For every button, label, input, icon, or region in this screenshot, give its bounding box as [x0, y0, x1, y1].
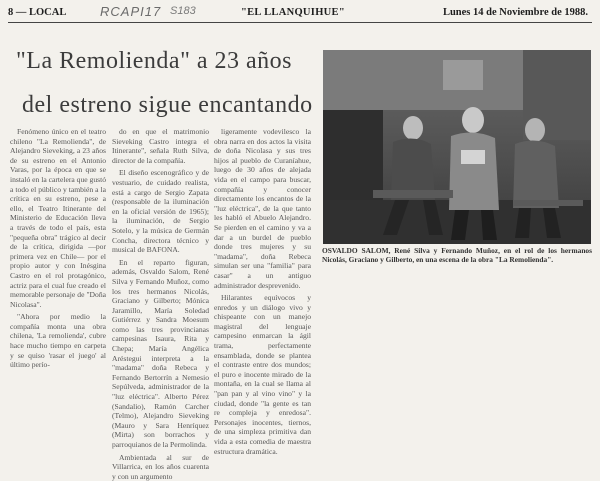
paragraph: Ambientada al sur de Villarrica, en los años cuarenta y con un argumento [112, 452, 209, 481]
paragraph: "Ahora por medio la compañía monta una obra chilena, 'La remolienda', cubre hace mucho tiempo en carpeta y se quiso 'rasar el juego' al último perío- [10, 312, 106, 370]
article-column-1 [10, 127, 106, 417]
article-column-3 [214, 127, 311, 456]
article-column-2 [112, 127, 209, 481]
paragraph: En el reparto figuran, además, Osvaldo Salom, René Silva y Fernando Muñoz, como los tres hermanos Nicolás, Graciano y Gilberto; Mónica Jaramillo, María Soledad Gutiérrez y Sandra Moesum como las tres provincianas campesinas Isaura, Rita y Chepa; María Angélica Aréstegui interpreta a la "madama" doña Rebeca y Fernando Bertorrín a Nemesio Sepúlveda, administrador de la "luz eléctrica". Alberto Pérez (Sandalio), Ramón Carcher (Telmo), Alejandro Sieveking (Mauro y Sara Henríquez (Mirta) son borrachos y parroquianos de la Permolinda. [112, 257, 209, 449]
bleed-through-text [322, 268, 592, 418]
photo-illustration [323, 50, 591, 244]
photo-caption: OSVALDO SALOM, René Silva y Fernando Muñoz, en el rol de los hermanos Nicolás, Graciano y Gilberto, en una escena de la obra "La Remolienda". [322, 246, 592, 265]
archive-stamp-code: RCAPI17 [100, 4, 162, 19]
paragraph: ligeramente vodevilesco la obra narra en dos actos la visita de doña Nicolasa y sus tres hijos al pueblo de Curaníahue, luego de 30 años de alejada vida en el campo para buscar, compañía y conocer directamente los encantos de la "luz eléctrica", de la que tanto les habló el Abuelo Alejandro. Se pierden en el camino y va a dar a un burdel de pueblo donde tres mujeres y su "madama", doña Rebeca simulan ser una "familia" para casar" a un antiguo administrador desprevenido. [214, 127, 311, 290]
paragraph: Fenómeno único en el teatro chileno "La Remolienda", de Alejandro Sieveking, a 23 años de su estreno en el Antonio Varas, por la época en que se instaló en la cartelera que gustó a todo el público y también a la crítica en su estreno, pese a ello, el Teatro Itinerante del Ministerio de Educación lleva a través de todo el país, esta "pequeña obra" trágico al decir de la crítica, dirigida —por primera vez en Chile— por el propio autor y con Inésgina Castro en el rol protagónico, actriz para el cual fue creado el memorable personaje de "Doña Nicolasa". [10, 127, 106, 309]
headline-line-2: del estreno sigue encantando [22, 92, 313, 118]
paragraph: El diseño escenográfico y de vestuario, de cuidado realista, está a cargo de Sergio Zapata (responsable de la iluminación en la oficial versión de 1965); la iluminación, de Sergio Sotelo, y la música de Germán Concha, directora técnico y musical de BAFONA. [112, 168, 209, 255]
section-label: 8 — LOCAL [8, 7, 67, 18]
archive-stamp-note: S183 [170, 5, 196, 17]
paragraph: Hilarantes equívocos y enredos y un diálogo vivo y chispeante con un manejo magistral del lenguaje campesino enmarcan la ágil trama, perfectamente ensamblada, donde se plantea el contraste entre dos mundos; el puro e inocente mirado de la montaña, en la cual se llama al "pan pan y al vino vino" y la ciudad, donde "la gente es tan re compleja y enredosa". Personajes inocentes, tiernos, de una simpleza primitiva dan vida a esta comedia de maestra estructura dramática. [214, 293, 311, 456]
publication-date: Lunes 14 de Noviembre de 1988. [442, 7, 588, 18]
header-rule [8, 22, 592, 23]
paragraph: do en que el matrimonio Sieveking Castro integra el Itinerante", señala Ruth Silva, director de la compañía. [112, 127, 209, 165]
newspaper-name: "EL LLANQUIHUE" [241, 7, 345, 18]
page-header [8, 4, 592, 22]
headline-line-1: "La Remolienda" a 23 años [16, 48, 293, 74]
scene-photo [323, 50, 591, 244]
